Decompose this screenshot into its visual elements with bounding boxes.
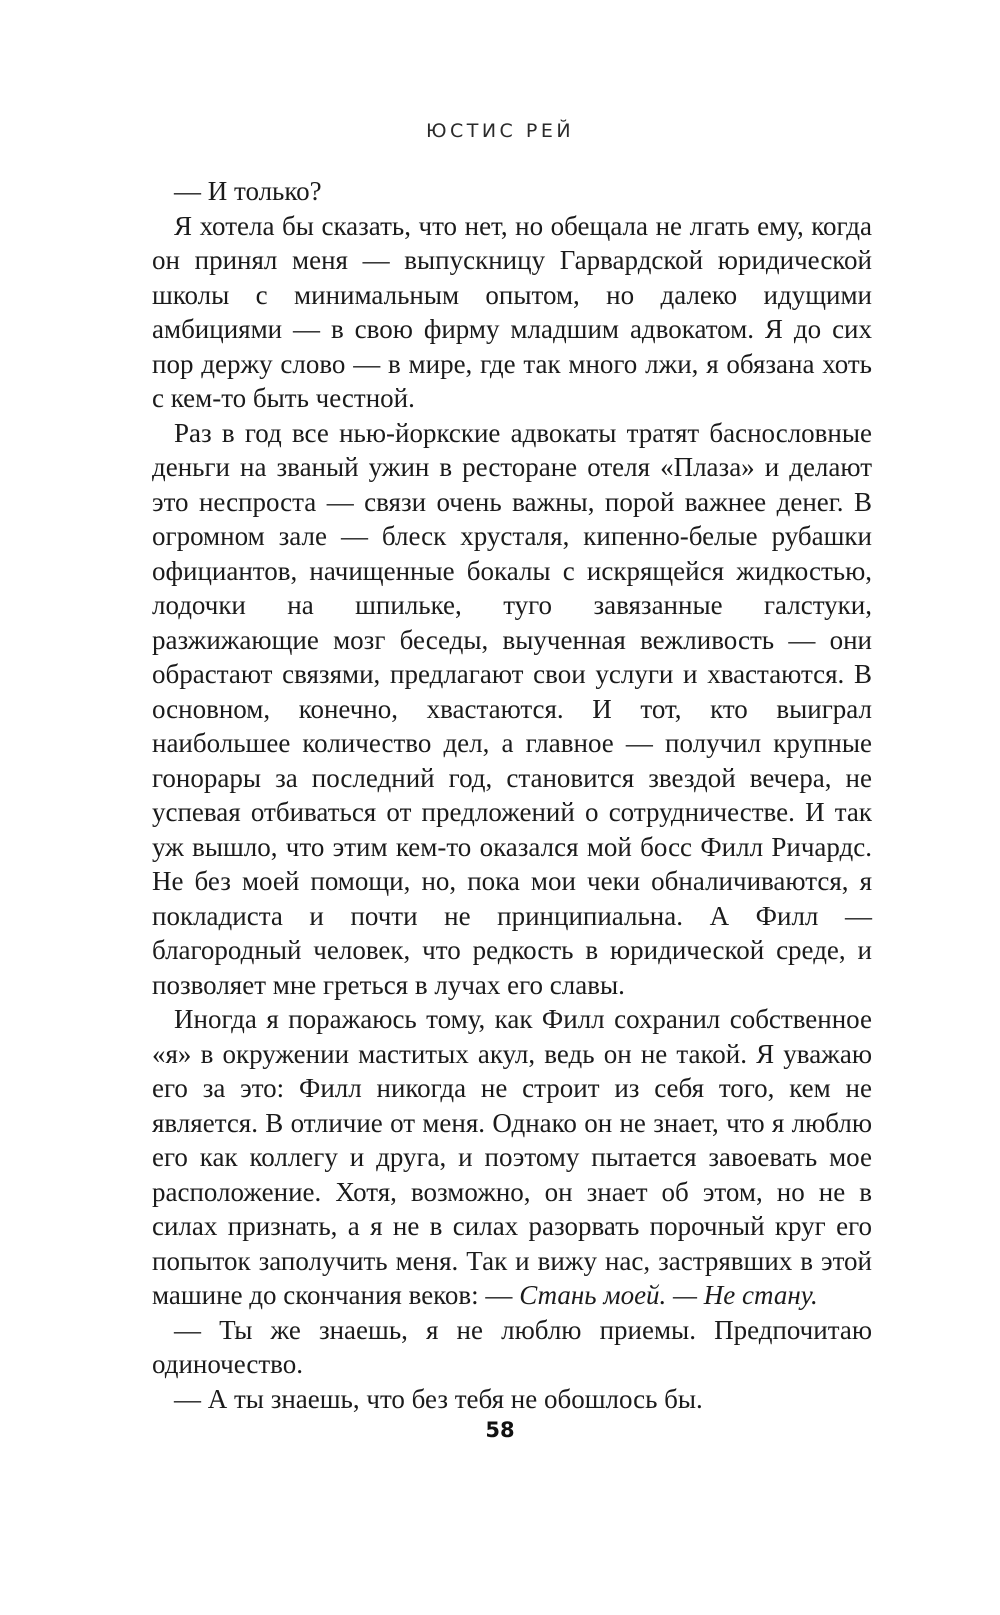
paragraph-3: Раз в год все нью-йоркские адвокаты тратят баснословные деньги на званый ужин в ресторане отеля «Плаза» и делают это неспроста — связи очень важны, порой важнее денег. В огромном зале — блеск хрусталя, кипенно-белые рубашки официантов, начищенные бокалы с искрящейся жидкостью, лодочки на шпильке, туго завязанные галстуки, разжижающие мозг беседы, выученная вежливость — они обрастают связями, предлагают свои услуги и хвастаются. В основном, конечно, хвастаются. И тот, кто выиграл наибольшее количество дел, а главное — получил крупные гонорары за последний год, становится звездой вечера, не успевая отбиваться от предложений о сотрудничестве. И так уж вышло, что этим кем-то оказался мой босс Филл Ричардс. Не без моей помощи, но, пока мои чеки обналичиваются, я покладиста и почти не принципиальна. А Филл — благородный человек, что редкость в юридической среде, и позволяет мне греться в лучах его славы. <box>152 417 872 1000</box>
paragraph-4-text: Иногда я поражаюсь тому, как Филл сохранил собственное «я» в окружении маститых акул, ведь он не такой. Я уважаю его за это: Филл никогда не строит из себя того, кем не является. В отличие от меня. Однако он не знает, что я люблю его как коллегу и друга, и поэтому пытается завоевать мое расположение. Хотя, возможно, он знает об этом, но не в силах признать, а я не в силах разорвать порочный круг его попыток заполучить меня. Так и вижу нас, застрявших в этой машине до скончания веков: — <box>152 1004 872 1310</box>
page-number: 58 <box>485 1418 515 1442</box>
paragraph-5: — Ты же знаешь, я не люблю приемы. Предпочитаю одиночество. <box>152 1314 872 1379</box>
paragraph-1: — И только? <box>174 176 322 206</box>
paragraph-6: — А ты знаешь, что без тебя не обошлось бы. <box>174 1383 703 1414</box>
running-head: ЮСТИС РЕЙ <box>425 120 575 142</box>
paragraph-4-italic: Стань моей. — Не стану. <box>519 1280 818 1310</box>
paragraph-2: Я хотела бы сказать, что нет, но обещала не лгать ему, когда он принял меня — выпускницу Гарвардской юридической школы с минимальным опытом, но далеко идущими амбициями — в свою фирму младшим адвокатом. Я до сих пор держу слово — в мире, где так много лжи, я обязана хоть с кем-то быть честной. <box>152 210 872 413</box>
body-text <box>152 174 872 1416</box>
paragraph-4 <box>152 1002 872 1313</box>
